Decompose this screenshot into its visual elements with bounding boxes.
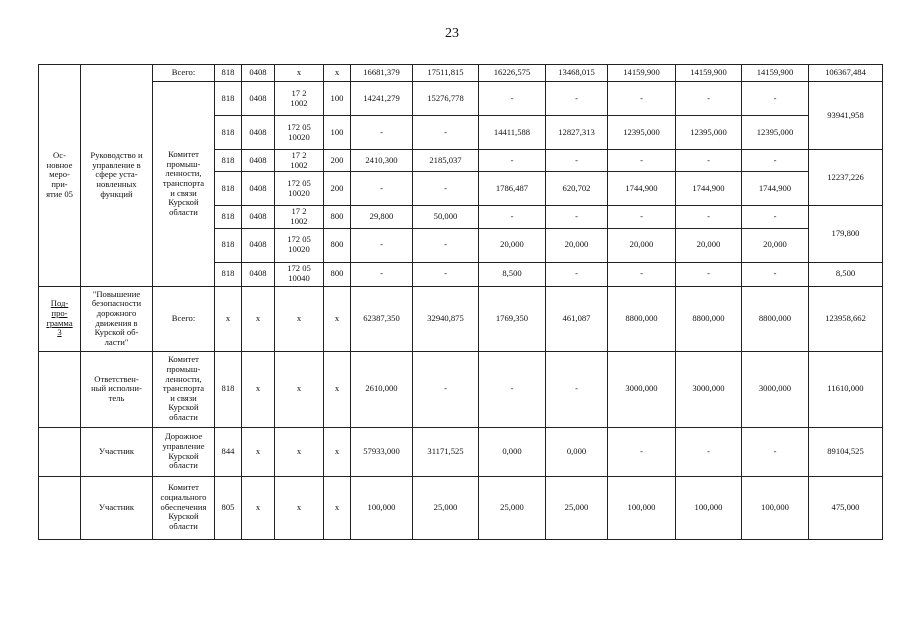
table-cell: Дорожное управление Курской области [153, 427, 215, 476]
table-cell: 1786,487 [479, 172, 546, 206]
table-cell [39, 427, 81, 476]
table-cell: 62387,350 [351, 286, 413, 351]
table-cell: 100 [324, 82, 351, 116]
table-cell: 8,500 [809, 262, 883, 286]
table-cell: 17 2 1002 [275, 150, 324, 172]
table-cell: 0,000 [479, 427, 546, 476]
table-cell: - [742, 427, 809, 476]
table-cell [39, 351, 81, 427]
table-cell: - [742, 150, 809, 172]
table-cell: 20,000 [479, 228, 546, 262]
table-cell: х [324, 65, 351, 82]
table-cell: - [742, 206, 809, 228]
table-cell: 12827,313 [546, 116, 608, 150]
table-cell: 20,000 [676, 228, 742, 262]
table-cell: х [275, 65, 324, 82]
table-cell: 800 [324, 206, 351, 228]
table-cell: 805 [215, 476, 242, 539]
table-cell: 818 [215, 82, 242, 116]
table-cell: 12395,000 [676, 116, 742, 150]
table-cell: - [351, 116, 413, 150]
table-cell: - [742, 262, 809, 286]
table-cell: 8800,000 [742, 286, 809, 351]
table-cell: 172 05 10020 [275, 172, 324, 206]
table-cell: 179,800 [809, 206, 883, 262]
table-cell: Ответствен- ный исполни- тель [81, 351, 153, 427]
table-cell: 1744,900 [608, 172, 676, 206]
table-cell: - [479, 82, 546, 116]
table-cell: 25,000 [413, 476, 479, 539]
table-cell: 200 [324, 150, 351, 172]
table-cell: 100,000 [742, 476, 809, 539]
table-cell: 800 [324, 228, 351, 262]
table-cell: - [351, 228, 413, 262]
table-cell: 800 [324, 262, 351, 286]
table-cell: - [608, 150, 676, 172]
table-cell: х [275, 351, 324, 427]
table-cell: 100,000 [676, 476, 742, 539]
table-cell: 475,000 [809, 476, 883, 539]
table-cell: "Повышение безопасности дорожного движения в Курской об- ласти" [81, 286, 153, 351]
table-row [39, 351, 883, 427]
table-cell: 50,000 [413, 206, 479, 228]
table-cell: 29,800 [351, 206, 413, 228]
table-cell: 93941,958 [809, 82, 883, 150]
table-cell: 3000,000 [676, 351, 742, 427]
table-cell: 12395,000 [742, 116, 809, 150]
table-cell: - [546, 262, 608, 286]
table-cell: - [413, 172, 479, 206]
table-cell: Комитет промыш- ленности, транспорта и связи Курской области [153, 82, 215, 287]
table-cell: 172 05 10020 [275, 116, 324, 150]
table-cell: 57933,000 [351, 427, 413, 476]
table-cell: 17 2 1002 [275, 82, 324, 116]
table-cell: 1769,350 [479, 286, 546, 351]
table-cell: х [242, 427, 275, 476]
table-cell: х [275, 427, 324, 476]
table-cell: Участник [81, 427, 153, 476]
table-cell: 17511,815 [413, 65, 479, 82]
table-cell: 25,000 [546, 476, 608, 539]
table-cell: Всего: [153, 286, 215, 351]
table-cell: 844 [215, 427, 242, 476]
table-cell: 14411,588 [479, 116, 546, 150]
table-cell: 14241,279 [351, 82, 413, 116]
table-cell: 0408 [242, 116, 275, 150]
table-cell: 172 05 10040 [275, 262, 324, 286]
table-cell: 0408 [242, 172, 275, 206]
table-cell: 2185,037 [413, 150, 479, 172]
table-cell: х [242, 476, 275, 539]
table-cell: - [676, 262, 742, 286]
table-cell: 0408 [242, 65, 275, 82]
table-cell: х [242, 351, 275, 427]
table-cell: 1744,900 [676, 172, 742, 206]
table-cell: 0408 [242, 150, 275, 172]
table-cell: 818 [215, 116, 242, 150]
budget-table-body [39, 65, 883, 540]
table-cell: 0408 [242, 206, 275, 228]
table-cell: Всего: [153, 65, 215, 82]
table-row [39, 476, 883, 539]
table-cell: 25,000 [479, 476, 546, 539]
table-cell: 17 2 1002 [275, 206, 324, 228]
table-cell: Под- про- грамма 3 [39, 286, 81, 351]
table-cell: 8,500 [479, 262, 546, 286]
table-cell: х [242, 286, 275, 351]
table-cell: 16226,575 [479, 65, 546, 82]
table-cell: 818 [215, 228, 242, 262]
table-cell: 20,000 [742, 228, 809, 262]
table-cell: 12395,000 [608, 116, 676, 150]
table-cell: 12237,226 [809, 150, 883, 206]
table-cell: х [324, 351, 351, 427]
table-cell: Комитет социального обеспечения Курской области [153, 476, 215, 539]
table-cell: 2410,300 [351, 150, 413, 172]
table-cell: 16681,379 [351, 65, 413, 82]
table-cell: х [215, 286, 242, 351]
table-cell: 0408 [242, 82, 275, 116]
table-cell: 20,000 [608, 228, 676, 262]
table-cell: - [351, 262, 413, 286]
table-cell: - [351, 172, 413, 206]
table-cell: 14159,900 [608, 65, 676, 82]
table-cell [39, 476, 81, 539]
table-cell: - [676, 82, 742, 116]
table-cell: Руководство и управление в сфере уста- новленных функций [81, 65, 153, 287]
table-cell: 0,000 [546, 427, 608, 476]
table-cell: х [324, 286, 351, 351]
table-cell: 31171,525 [413, 427, 479, 476]
table-cell: - [413, 228, 479, 262]
table-cell: 818 [215, 351, 242, 427]
table-cell: х [275, 286, 324, 351]
table-cell: - [676, 150, 742, 172]
table-cell: - [608, 262, 676, 286]
table-cell: - [742, 82, 809, 116]
table-cell: 100,000 [351, 476, 413, 539]
table-cell: Ос- новное меро- при- ятие 05 [39, 65, 81, 287]
budget-table [38, 64, 883, 540]
table-cell: Участник [81, 476, 153, 539]
table-cell: 818 [215, 172, 242, 206]
table-row [39, 286, 883, 351]
table-cell: - [413, 262, 479, 286]
page-number: 23 [445, 26, 459, 41]
table-cell: - [546, 150, 608, 172]
table-cell: 89104,525 [809, 427, 883, 476]
table-cell: 818 [215, 206, 242, 228]
table-cell: 14159,900 [676, 65, 742, 82]
table-cell: - [413, 351, 479, 427]
table-cell: - [479, 206, 546, 228]
table-cell: - [676, 427, 742, 476]
table-cell: 0408 [242, 262, 275, 286]
table-cell: 2610,000 [351, 351, 413, 427]
table-cell: - [608, 82, 676, 116]
table-cell: - [608, 206, 676, 228]
table-cell: 0408 [242, 228, 275, 262]
table-cell: х [324, 427, 351, 476]
table-cell: 13468,015 [546, 65, 608, 82]
table-cell: 106367,484 [809, 65, 883, 82]
table-cell: - [479, 150, 546, 172]
table-row [39, 82, 883, 116]
table-cell: 1744,900 [742, 172, 809, 206]
table-cell: - [413, 116, 479, 150]
table-cell: 3000,000 [608, 351, 676, 427]
table-cell: 32940,875 [413, 286, 479, 351]
table-row [39, 427, 883, 476]
table-cell: 8800,000 [676, 286, 742, 351]
table-cell: - [546, 351, 608, 427]
table-cell: х [324, 476, 351, 539]
table-cell: 15276,778 [413, 82, 479, 116]
table-cell: 200 [324, 172, 351, 206]
table-cell: - [608, 427, 676, 476]
table-cell: 11610,000 [809, 351, 883, 427]
table-cell: 20,000 [546, 228, 608, 262]
table-cell: 123958,662 [809, 286, 883, 351]
table-cell: 3000,000 [742, 351, 809, 427]
table-row [39, 65, 883, 82]
table-cell: 14159,900 [742, 65, 809, 82]
table-cell: 461,087 [546, 286, 608, 351]
table-cell: - [479, 351, 546, 427]
table-cell: 620,702 [546, 172, 608, 206]
table-cell: 100,000 [608, 476, 676, 539]
table-cell: 818 [215, 150, 242, 172]
table-cell: Комитет промыш- ленности, транспорта и связи Курской области [153, 351, 215, 427]
table-cell: 100 [324, 116, 351, 150]
table-cell: 8800,000 [608, 286, 676, 351]
table-cell: - [546, 206, 608, 228]
table-cell: 818 [215, 262, 242, 286]
table-cell: х [275, 476, 324, 539]
table-cell: 172 05 10020 [275, 228, 324, 262]
table-cell: - [676, 206, 742, 228]
table-cell: - [546, 82, 608, 116]
table-cell: 818 [215, 65, 242, 82]
